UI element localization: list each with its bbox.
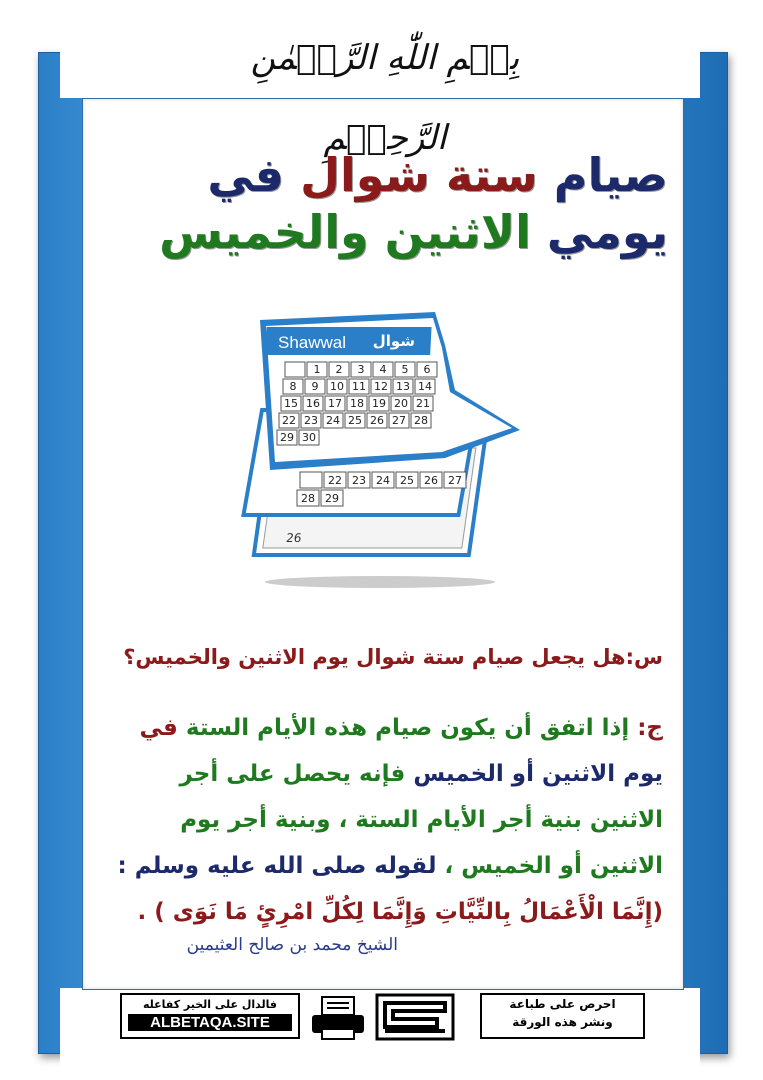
calendar-day: 4	[379, 363, 387, 376]
calendar-day: 3	[357, 363, 365, 376]
footer-print-line-1: احرص على طباعة	[509, 997, 616, 1011]
calendar-label-ar: شوال	[372, 332, 415, 350]
calendar-page3-text: 26	[285, 531, 303, 545]
calendar-day: 14	[418, 380, 432, 393]
calendar-day: 24	[326, 414, 340, 427]
calendar-day: 19	[372, 397, 386, 410]
calendar-day: 21	[416, 397, 430, 410]
title-line-2	[108, 205, 668, 259]
calendar-day: 9	[311, 380, 319, 393]
title-line-1	[108, 148, 668, 202]
footer-site-link[interactable]: ALBETAQA.SITE	[128, 1014, 292, 1031]
calendar-day: 25	[400, 474, 414, 487]
calendar-day: 8	[289, 380, 297, 393]
bismillah-calligraphy: بِسۡمِ اللّٰهِ الرَّحۡمٰنِ الرَّحِيۡمِ	[250, 38, 520, 158]
calendar-day: 23	[352, 474, 366, 487]
calendar-day: 28	[414, 414, 428, 427]
calendar-day: 5	[401, 363, 409, 376]
answer-line: ج: إذا اتفق أن يكون صيام هذه الأيام الستة في	[139, 715, 663, 741]
footer-print-line-2: ونشر هذه الورقة	[512, 1015, 613, 1029]
calendar-day: 30	[302, 431, 316, 444]
footer-print-box	[480, 993, 645, 1039]
title-word: شوال	[300, 148, 430, 202]
footer	[120, 993, 645, 1043]
calendar-day: 28	[301, 492, 315, 505]
title-word: ستة	[445, 148, 538, 202]
answer-line: يوم الاثنين أو الخميس فإنه يحصل على أجر	[179, 761, 663, 787]
calendar-day: 6	[423, 363, 431, 376]
dawa-logo	[375, 993, 455, 1041]
calendar-day: 11	[352, 380, 366, 393]
calendar-day: 2	[335, 363, 343, 376]
calendar-day: 29	[325, 492, 339, 505]
calendar-day: 26	[370, 414, 384, 427]
title-word: الاثنين	[384, 205, 531, 259]
attribution-text: الشيخ محمد بن صالح العثيمين	[186, 935, 398, 955]
printer-icon	[310, 995, 366, 1041]
calendar-day: 1	[313, 363, 321, 376]
calendar-day: 29	[280, 431, 294, 444]
answer-block	[93, 705, 663, 935]
calendar-day: 16	[306, 397, 320, 410]
footer-proverb: فالدال على الخير كفاعله	[142, 998, 278, 1011]
calendar-day: 20	[394, 397, 408, 410]
calendar-cell	[300, 472, 322, 488]
question-text: س:هل يجعل صيام ستة شوال يوم الاثنين والخميس؟	[123, 645, 663, 669]
calendar-day: 10	[330, 380, 344, 393]
calendar-day: 24	[376, 474, 390, 487]
calendar-day: 18	[350, 397, 364, 410]
answer-line: الاثنين أو الخميس ، لقوله صلى الله عليه وسلم :	[117, 853, 663, 879]
title-word: في	[207, 148, 285, 202]
svg-text:الدعوة الورقية: الدعوة الورقية	[415, 1037, 421, 1038]
calendar-illustration	[230, 300, 530, 590]
calendar-day: 23	[304, 414, 318, 427]
calendar-day: 26	[424, 474, 438, 487]
calendar-day: 25	[348, 414, 362, 427]
calendar-label-en: Shawwal	[278, 333, 347, 352]
calendar-day: 12	[374, 380, 388, 393]
answer-line: (إِنَّمَا الْأَعْمَالُ بِالنِّيَّاتِ وَإِنَّمَا لِكُلِّ امْرِئٍ مَا نَوَى ) .	[137, 899, 663, 925]
title-word: يومي	[546, 205, 668, 259]
title-word: والخميس	[159, 205, 369, 259]
calendar-day: 27	[448, 474, 462, 487]
answer-line: الاثنين بنية أجر الأيام الستة ، وبنية أجر يوم	[180, 807, 663, 833]
calendar-day: 13	[396, 380, 410, 393]
calendar-day: 22	[282, 414, 296, 427]
calendar-day: 15	[284, 397, 298, 410]
footer-site-box	[120, 993, 300, 1039]
calendar-day: 22	[328, 474, 342, 487]
title-word: صيام	[553, 148, 668, 202]
calendar-cell	[285, 362, 305, 377]
calendar-day: 17	[328, 397, 342, 410]
calendar-day: 27	[392, 414, 406, 427]
